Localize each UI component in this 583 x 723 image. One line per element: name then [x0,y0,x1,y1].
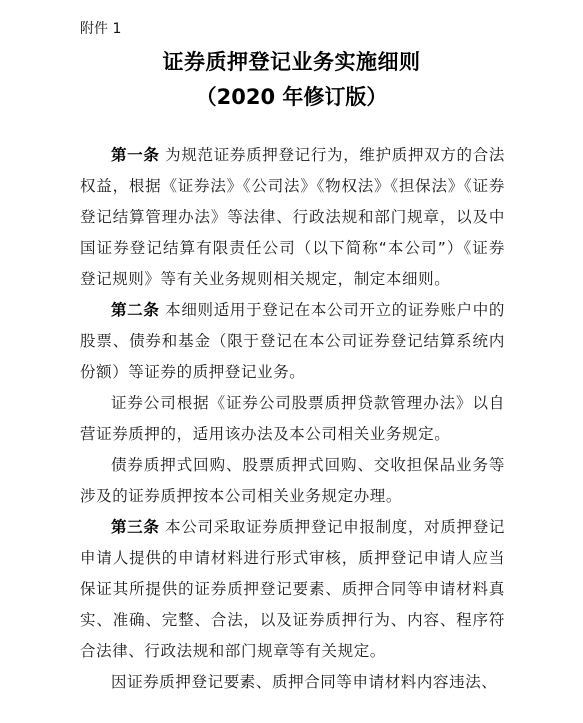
paragraph-article-1 [80,140,505,295]
paragraph-text: 为规范证券质押登记行为，维护质押双方的合法权益，根据《证券法》《公司法》《物权法》《担保法》《证券登记结算管理办法》等法律、行政法规和部门规章，以及中国证券登记结算有限责任公司（以下简称“本公司”）《证券登记规则》等有关业务规则相关规定，制定本细则。 [80,146,505,288]
paragraph-text: 本细则适用于登记在本公司开立的证券账户中的股票、债券和基金（限于登记在本公司证券登记结算系统内份额）等证券的质押登记业务。 [80,301,505,381]
article-number: 第二条 [111,301,160,319]
paragraph-liability [80,667,505,698]
paragraph-article-3 [80,512,505,667]
paragraph-text: 本公司采取证券质押登记申报制度，对质押登记申请人提供的申请材料进行形式审核，质押登记申请人应当保证其所提供的证券质押登记要素、质押合同等申请材料真实、准确、完整、合法，以及证券质押行为、内容、程序符合法律、行政法规和部门规章等有关规定。 [80,518,505,660]
paragraph-text: 证券公司根据《证券公司股票质押贷款管理办法》以自营证券质押的，适用该办法及本公司相关业务规定。 [80,394,505,443]
paragraph-text: 债券质押式回购、股票质押式回购、交收担保品业务等涉及的证券质押按本公司相关业务规定办理。 [80,456,505,505]
article-number: 第三条 [111,518,160,536]
paragraph-article-2 [80,295,505,388]
paragraph-securities-company [80,388,505,450]
attachment-label: 附件 1 [80,21,122,37]
paragraph-text: 因证券质押登记要素、质押合同等申请材料内容违法、 [111,673,498,691]
article-number: 第一条 [111,146,160,164]
document-subtitle: （2020 年修订版） [195,85,388,109]
paragraph-repo-pledge [80,450,505,512]
document-title: 证券质押登记业务实施细则 [162,50,421,74]
document-body [80,140,505,698]
